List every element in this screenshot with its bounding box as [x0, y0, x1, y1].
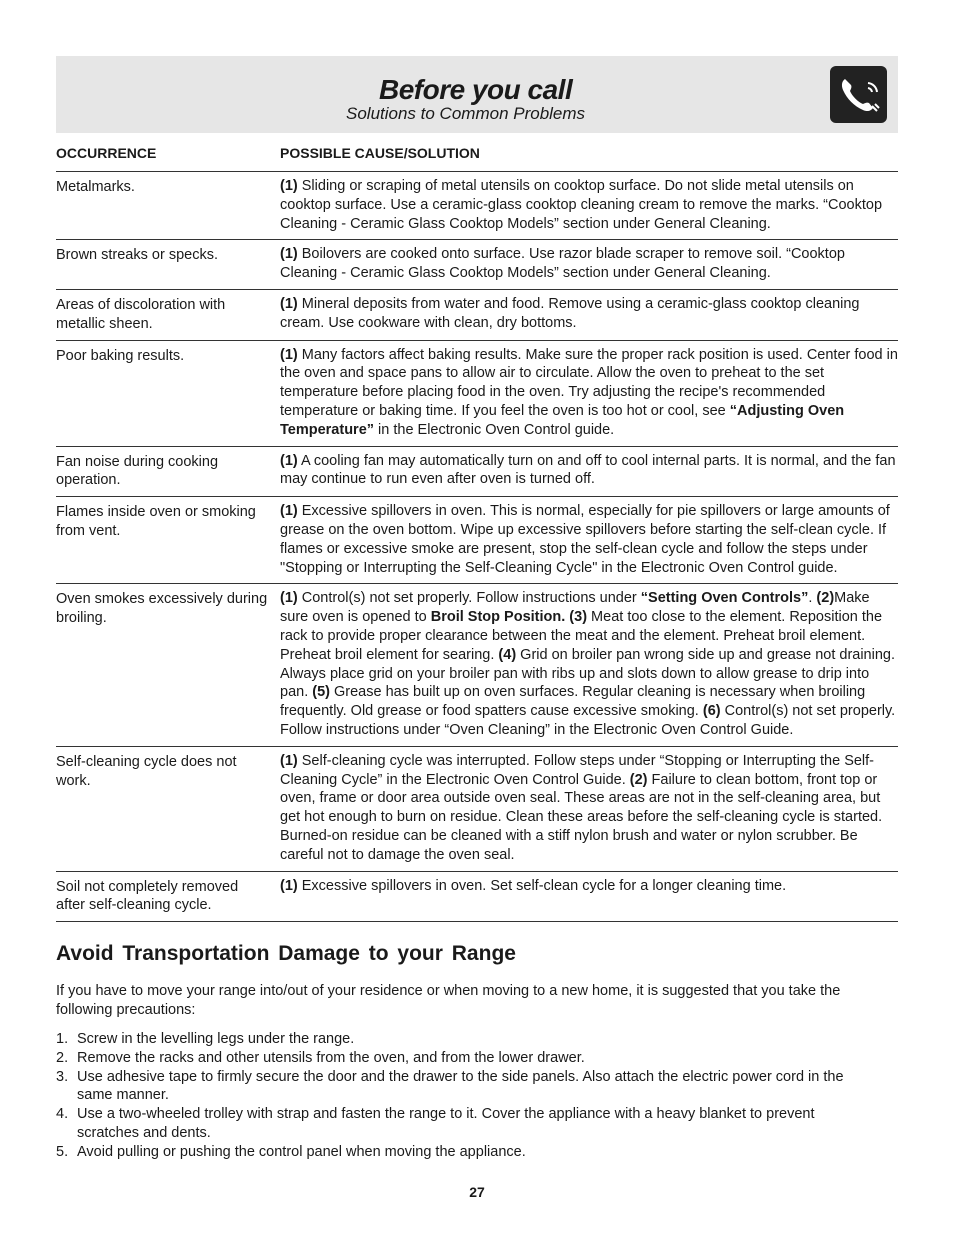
solution-emphasis: “Setting Oven Controls” [640, 590, 809, 607]
solution-cell [280, 877, 898, 916]
solution-emphasis: (2) [629, 771, 648, 788]
list-item-text: Remove the racks and other utensils from the oven, and from the lower drawer. [77, 1049, 585, 1066]
list-item-number: 1. [56, 1031, 69, 1047]
solution-text: Meat too close to the element. Reposition the rack to provide proper clearance between the meat and the element. Preheat broil element. Preheat broil element for searing. [280, 609, 883, 663]
solution-cell [280, 452, 898, 491]
column-header-occurrence: OCCURRENCE [56, 145, 157, 161]
occurrence-cell: Self-cleaning cycle does not work. [56, 753, 237, 789]
occurrence-cell: Fan noise during cooking operation. [56, 453, 219, 489]
list-item-number: 5. [56, 1143, 69, 1160]
page-header [56, 56, 898, 133]
list-item [56, 1049, 876, 1068]
occurrence-cell: Poor baking results. [56, 347, 185, 364]
solution-text: Sliding or scraping of metal utensils on cooktop surface. Do not slide metal utensils on cooktop surface. Use a ceramic-glass cooktop cleaning cream to remove the marks. “Cooktop Cleaning - Ceramic Glass Cooktop Models” section under General Cleaning. [280, 178, 883, 232]
solution-emphasis: (4) [498, 646, 517, 663]
table-row [56, 872, 898, 923]
table-row [56, 747, 898, 872]
solution-text: Self-cleaning cycle was interrupted. Follow steps under “Stopping or Interrupting the Self-Cleaning Cycle” in the Electronic Oven Control Guide. [280, 752, 875, 788]
phone-icon [830, 66, 887, 123]
column-header-solution: POSSIBLE CAUSE/SOLUTION [280, 145, 480, 161]
solution-emphasis: (1) [280, 346, 298, 363]
page-subtitle: Solutions to Common Problems [346, 104, 586, 123]
list-item-text: Screw in the levelling legs under the range. [77, 1031, 355, 1047]
list-item-text: Use a two-wheeled trolley with strap and fasten the range to it. Cover the appliance with a heavy blanket to prevent scratches and dents. [77, 1106, 815, 1141]
page-number: 27 [469, 1184, 485, 1200]
solution-text: . [808, 590, 817, 607]
solution-text: Grease has built up on oven surfaces. Regular cleaning is necessary when broiling frequently. Old grease or food spatters cause excessive smoking. [280, 684, 866, 720]
list-item-number: 2. [56, 1049, 69, 1066]
solution-cell [280, 295, 898, 334]
solution-text: Grid on broiler pan wrong side up and grease not draining. Always place grid on your broiler pan with ribs up and slots down to allow grease to drip into pan. [280, 646, 896, 701]
solution-emphasis: Broil Stop Position. (3) [430, 609, 588, 626]
transport-heading: Avoid Transportation Damage to your Range [56, 942, 516, 965]
list-item-number: 4. [56, 1106, 69, 1123]
list-item [56, 1030, 876, 1049]
list-item-text: Use adhesive tape to firmly secure the door and the drawer to the side panels. Also attach the electric power cord in the same manner. [77, 1068, 844, 1104]
table-row [56, 497, 898, 584]
solution-emphasis: (6) [702, 703, 721, 720]
page-title: Before you call [379, 74, 573, 105]
solution-text: Control(s) not set properly. Follow instructions under “Oven Cleaning” in the Electronic Oven Control Guide. [280, 703, 896, 738]
solution-emphasis: (1) [280, 295, 298, 312]
transport-steps-list [56, 1030, 876, 1162]
occurrence-cell: Oven smokes excessively during broiling. [56, 591, 268, 627]
solution-emphasis: (1) [280, 178, 298, 194]
solution-emphasis: (1) [280, 503, 298, 520]
table-row [56, 447, 898, 498]
table-row [56, 240, 898, 290]
table-row [56, 584, 898, 746]
occurrence-cell: Soil not completely removed after self-cleaning cycle. [56, 878, 239, 914]
solution-emphasis: (1) [280, 246, 298, 263]
list-item-text: Avoid pulling or pushing the control panel when moving the appliance. [77, 1143, 526, 1160]
transport-intro: If you have to move your range into/out of your residence or when moving to a new home, it is suggested that you take the following precautions: [56, 983, 841, 1018]
solution-cell [280, 346, 898, 440]
solution-emphasis: (1) [280, 752, 298, 769]
table-row [56, 290, 898, 341]
occurrence-cell: Areas of discoloration with metallic sheen. [56, 296, 226, 332]
solution-cell [280, 177, 898, 233]
solution-text: Excessive spillovers in oven. This is normal, especially for pie spillovers or large amounts of grease on the oven bottom. Wipe up excessive spillovers before starting the self-clean cycle. If flames or excessive smoke are present, stop the self-clean cycle and follow the steps under "Stopping or Interrupting the Self-Cleaning Cycle" in the Electronic Oven Control guide. [280, 503, 890, 576]
list-item-number: 3. [56, 1068, 69, 1085]
table-row [56, 172, 898, 240]
solution-emphasis: “Adjusting Oven Temperature” [280, 402, 845, 438]
troubleshooting-table [56, 171, 898, 922]
solution-text: Many factors affect baking results. Make sure the proper rack position is used. Center food in the oven and space pans to allow air to circulate. Allow the oven to preheat to the set temperature before placing food in the oven. Try adjusting the recipe's recommended temperature or baking time. If you feel the oven is too hot or cool, see [280, 346, 898, 419]
solution-cell [280, 502, 898, 577]
solution-text: Excessive spillovers in oven. Set self-clean cycle for a longer cleaning time. [297, 877, 787, 894]
list-item [56, 1143, 876, 1162]
solution-text: Mineral deposits from water and food. Remove using a ceramic-glass cooktop cleaning cream. Use cookware with clean, dry bottoms. [280, 295, 860, 331]
table-row [56, 341, 898, 447]
solution-text: Control(s) not set properly. Follow instructions under [297, 590, 641, 607]
solution-text: Failure to clean bottom, front top or oven, frame or door area outside oven seal. These areas are not in the self-cleaning area, but get hot enough to burn on residue. Clean these areas before the self-cleaning cycle is started. Burned-on residue can be cleaned with a stiff nylon brush and water or nylon scrubber. Be careful not to damage the oven seal. [280, 771, 883, 863]
solution-cell [280, 752, 898, 865]
occurrence-cell: Flames inside oven or smoking from vent. [56, 504, 256, 539]
solution-text: Boilovers are cooked onto surface. Use razor blade scraper to remove soil. “Cooktop Cleaning - Ceramic Glass Cooktop Models” section under General Cleaning. [280, 246, 845, 282]
solution-emphasis: (1) [280, 877, 298, 894]
list-item [56, 1105, 876, 1143]
solution-text: Make sure oven is opened to [280, 590, 870, 626]
solution-text: in the Electronic Oven Control guide. [374, 421, 615, 438]
solution-emphasis: (5) [312, 684, 330, 701]
occurrence-cell: Brown streaks or specks. [56, 247, 218, 264]
occurrence-cell: Metalmarks. [56, 179, 135, 195]
solution-cell [280, 245, 898, 283]
solution-text: A cooling fan may automatically turn on and off to cool internal parts. It is normal, and the fan may continue to run even after oven is turned off. [280, 452, 896, 488]
solution-emphasis: (1) [280, 452, 298, 469]
solution-emphasis: (1) [280, 590, 298, 607]
solution-emphasis: (2) [816, 590, 835, 607]
list-item [56, 1068, 876, 1106]
solution-cell [280, 589, 898, 739]
